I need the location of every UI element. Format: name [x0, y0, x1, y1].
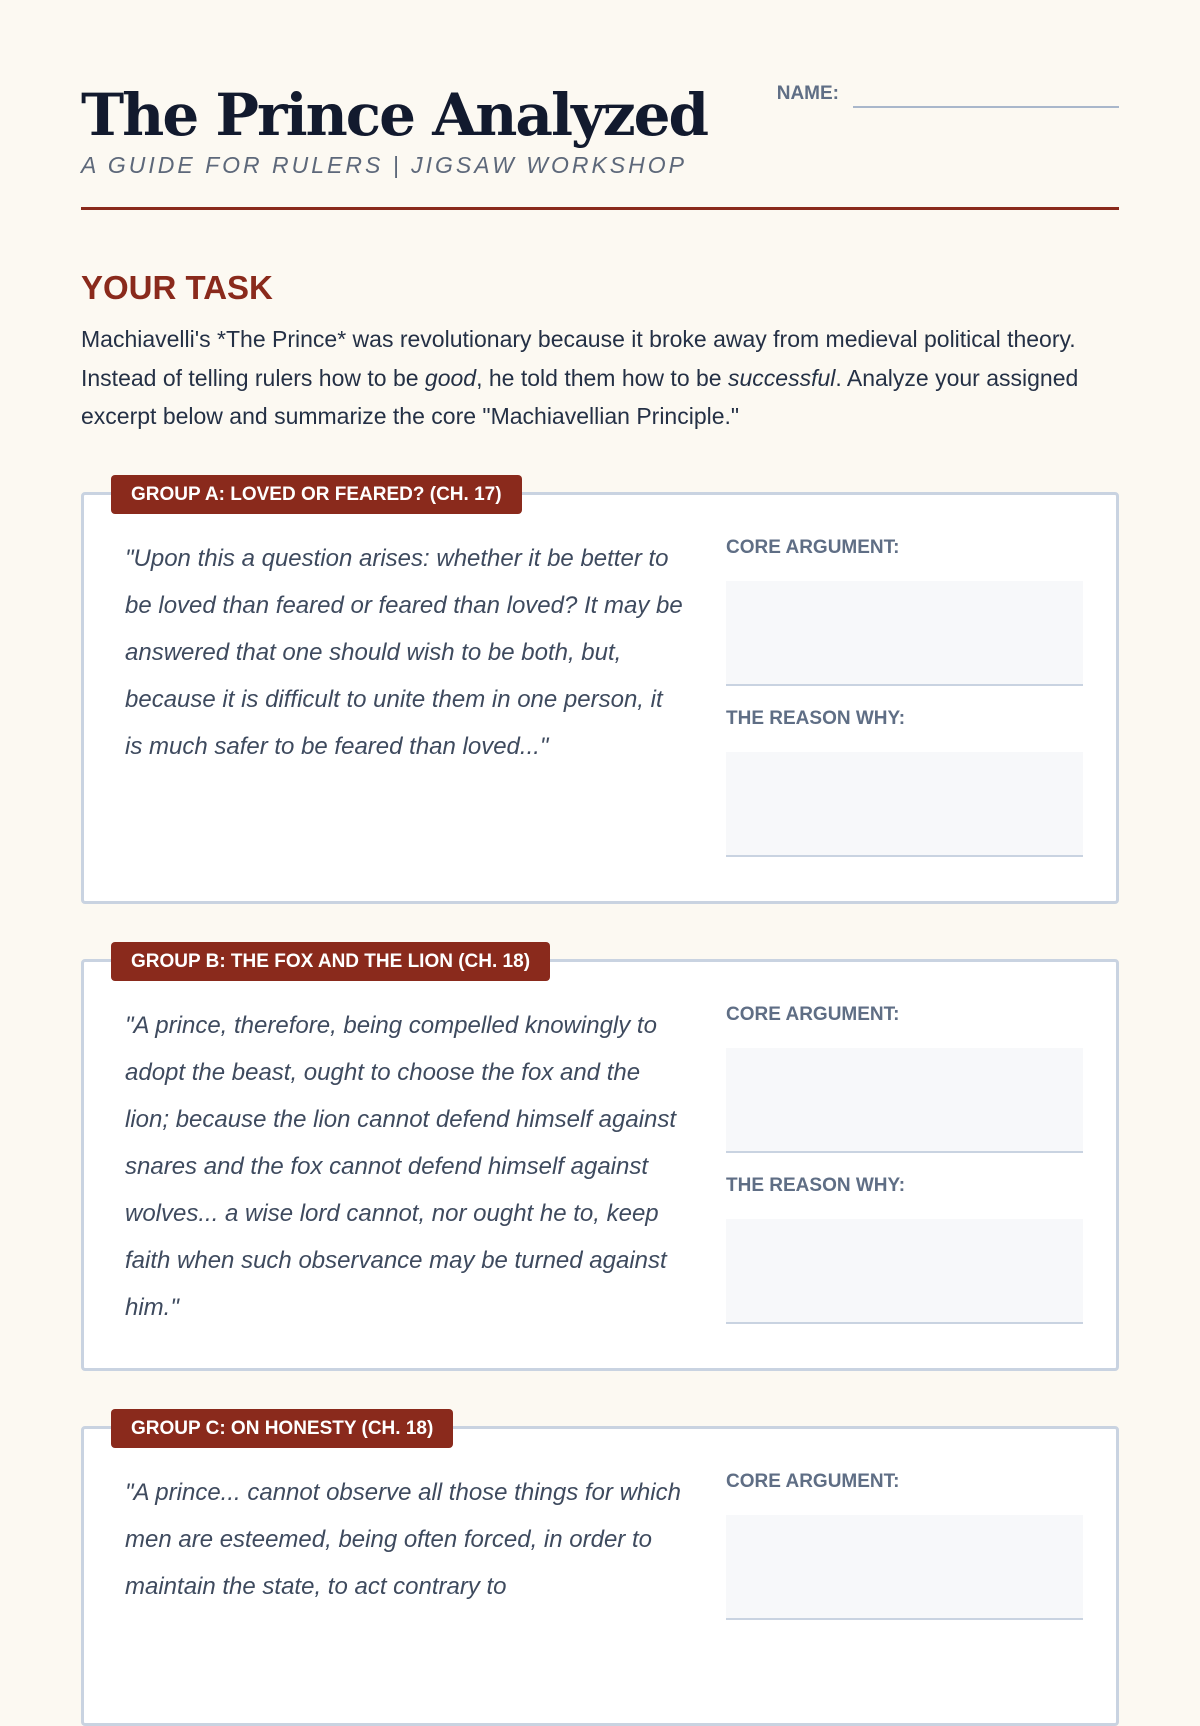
reason-why-label: THE REASON WHY: [726, 1174, 906, 1196]
name-label: NAME: [776, 83, 839, 104]
group-b-excerpt: "A prince, therefore, being compelled knowingly to adopt the beast, ought to choose the fox and the lion; because the lion cannot defend himself against snares and the fox cannot defend himself against wolves... a wise lord cannot, nor ought he to, keep faith when such observance may be turned against him." [125, 1011, 677, 1321]
group-a-label: GROUP A: LOVED OR FEARED? (CH. 17) [111, 475, 522, 514]
name-input-line[interactable] [853, 82, 1119, 108]
task-text-part2: , he told them how to be [476, 364, 728, 391]
task-description [81, 320, 1119, 436]
group-c-label: GROUP C: ON HONESTY (CH. 18) [111, 1409, 453, 1448]
core-argument-answer-box[interactable] [726, 1048, 1083, 1153]
task-emphasis-good: good [424, 364, 477, 391]
task-heading: YOUR TASK [81, 269, 273, 306]
page-subtitle: A GUIDE FOR RULERS | JIGSAW WORKSHOP [81, 152, 687, 178]
core-argument-label: CORE ARGUMENT: [726, 1003, 900, 1025]
group-b-label: GROUP B: THE FOX AND THE LION (CH. 18) [111, 942, 550, 981]
page-title: The Prince Analyzed [81, 81, 708, 149]
reason-why-label: THE REASON WHY: [726, 707, 906, 729]
group-a-card [81, 483, 1119, 904]
reason-why-answer-box[interactable] [726, 752, 1083, 857]
group-c-excerpt: "A prince... cannot observe all those things for which men are esteemed, being often forced, in order to maintain the state, to act contrary to [125, 1478, 681, 1600]
core-argument-label: CORE ARGUMENT: [726, 536, 900, 558]
reason-why-answer-box[interactable] [726, 1219, 1083, 1324]
task-emphasis-successful: successful [727, 364, 836, 391]
task-text-part1: Machiavelli's *The Prince* was revolutionary because it broke away from medieval political theory. Instead of telling rulers how to be [81, 326, 1076, 391]
core-argument-label: CORE ARGUMENT: [726, 1470, 900, 1492]
core-argument-answer-box[interactable] [726, 1515, 1083, 1620]
group-a-excerpt: "Upon this a question arises: whether it be better to be loved than feared or feared than loved? It may be answered that one should wish to be both, but, because it is difficult to unite them in one person, it is much safer to be feared than loved..." [125, 544, 683, 760]
group-b-answers [726, 1002, 1083, 1324]
task-text-part3: . Analyze your assigned excerpt below and summarize the core "Machiavellian Principle." [81, 364, 1079, 429]
core-argument-answer-box[interactable] [726, 581, 1083, 686]
group-b-card [81, 950, 1119, 1371]
worksheet-header [81, 0, 1119, 210]
group-c-card [81, 1417, 1119, 1726]
group-a-answers [726, 535, 1083, 857]
name-field-row [777, 80, 1119, 108]
group-c-answers [726, 1469, 1083, 1620]
